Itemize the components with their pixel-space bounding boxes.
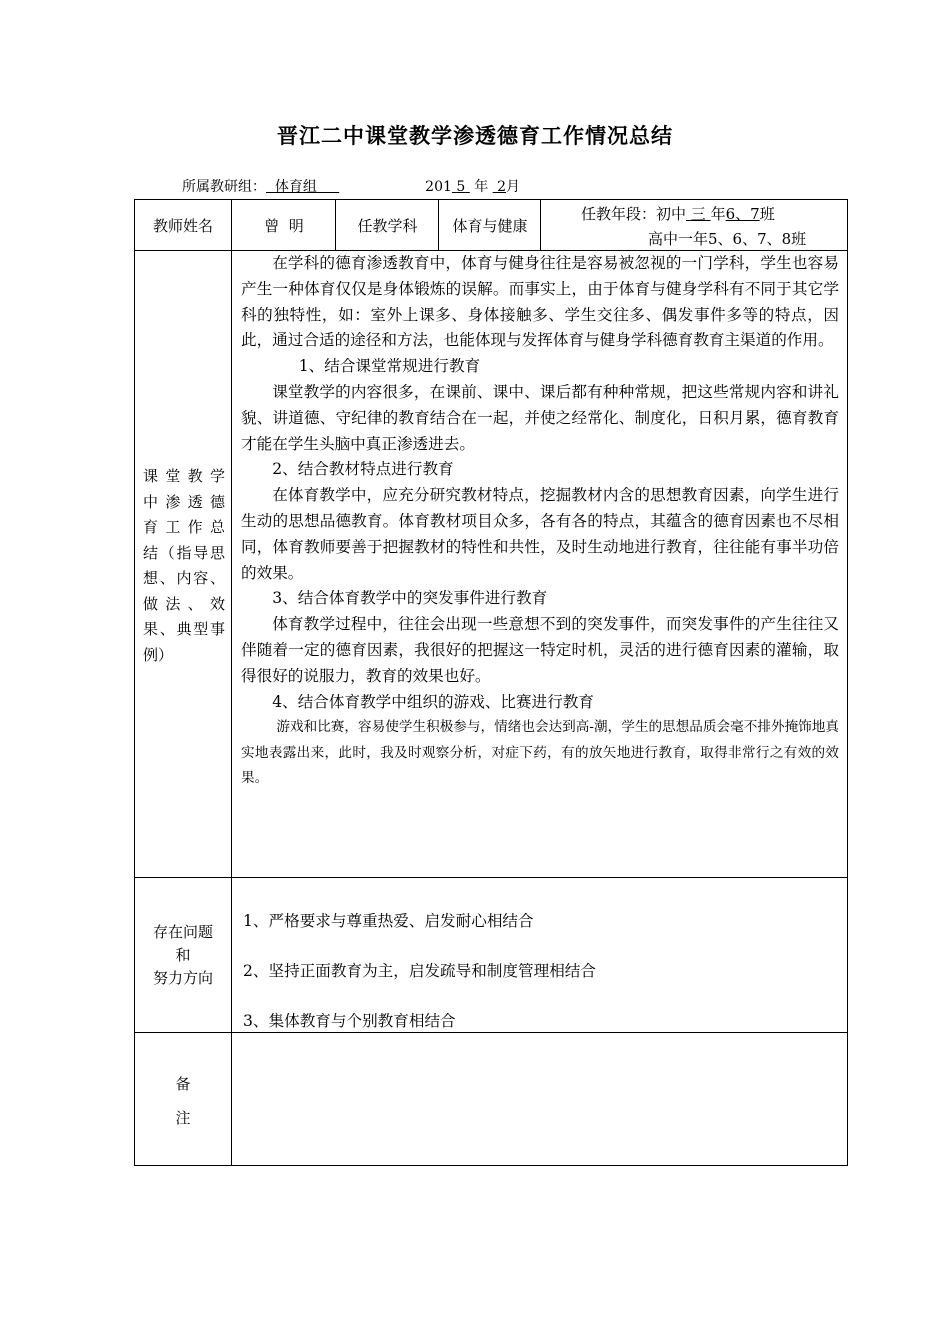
notes-label-line-1: 备 — [175, 1075, 191, 1093]
problem-item-1: 1、严格要求与尊重热爱、启发耐心相结合 — [243, 912, 534, 930]
summary-content — [241, 251, 839, 792]
meta-line — [182, 176, 520, 196]
group-label: 所属教研组： — [182, 179, 266, 195]
problem-item-2: 2、坚持正面教育为主，启发疏导和制度管理相结合 — [243, 962, 596, 980]
problems-label: 存在问题 和 努力方向 — [152, 923, 213, 987]
section-paragraph-2: 在体育教学中，应充分研究教材特点，挖掘教材内含的思想教育因素，向学生进行生动的思想品德教育。体育教材项目众多，各有各的特点，其蕴含的德育因素也不尽相同，体育教师要善于把握教材的特性和共性，及时生动地进行教育，往往能有事半功倍的效果。 — [241, 486, 839, 582]
summary-label: 课 堂 教 学 中 渗 透 德 育 工 作 总 结（指导思 想、内容、 做 法 、 效 果、典型事 例） — [143, 467, 225, 664]
section-heading-3: 3、结合体育教学中的突发事件进行教育 — [272, 589, 548, 608]
section-paragraph-4: 游戏和比赛，容易使学生积极参与，情绪也会达到高-潮，学生的思想品质会毫不排外掩饰地真实地表露出来，此时，我及时观察分析，对症下药，有的放矢地进行教育，取得非常行之有效的效果。 — [241, 719, 839, 787]
table-rule-2 — [134, 877, 848, 878]
subject-label: 任教学科 — [357, 216, 418, 235]
section-paragraph-1: 课堂教学的内容很多，在课前、课中、课后都有种种常规，把这些常规内容和讲礼貌、讲道德、守纪律的教育结合在一起，并使之经常化、制度化，日积月累，德育教育才能在学生头脑中真正渗透进去。 — [241, 382, 839, 453]
problem-item-3: 3、集体教育与个别教育相结合 — [243, 1012, 456, 1030]
year-prefix: 201 — [425, 179, 452, 195]
year-label: 年 — [474, 179, 489, 195]
month-label: 月 — [506, 179, 521, 195]
notes-content — [232, 1033, 847, 1165]
section-heading-2: 2、结合教材特点进行教育 — [272, 460, 454, 479]
table-border-left — [134, 199, 135, 1166]
table-border-right — [847, 199, 848, 1166]
year-digit: 5 — [456, 179, 466, 195]
section-paragraph-3: 体育教学过程中，往往会出现一些意想不到的突发事件，而突发事件的产生往往又伴随着一定的德育因素，我很好的把握这一特定时机，灵活的进行德育因素的灌输，取得很好的说服力，教育的效果也好。 — [241, 615, 839, 685]
subject-value: 体育与健康 — [452, 216, 528, 235]
section-heading-1: 1、结合课堂常规进行教育 — [298, 357, 481, 376]
table-border-bottom — [134, 1165, 848, 1166]
teacher-label: 教师姓名 — [152, 216, 213, 235]
intro-paragraph: 在学科的德育渗透教育中，体育与健身往往是容易被忽视的一门学科，学生也容易产生一种体育仅仅是身体锻炼的误解。而事实上，由于体育与健身学科有不同于其它学科的独特性，如：室外上课多、身体接触多、学生交往多、偶发事件多等的特点，因此，通过合适的途径和方法，也能体现与发挥体育与健身学科德育教育主渠道的作用。 — [241, 254, 839, 350]
grade-line-2: 高中一年5、6、7、8班 — [648, 230, 807, 248]
section-heading-4: 4、结合体育教学中组织的游戏、比赛进行教育 — [272, 692, 594, 711]
table-col-divider — [231, 199, 232, 1166]
month-value: 2 — [497, 179, 507, 195]
page-title: 晋江二中课堂教学渗透德育工作情况总结 — [277, 124, 673, 148]
notes-label-line-2: 注 — [175, 1109, 191, 1127]
teacher-name: 曾 明 — [264, 216, 304, 235]
grade-line-1: 任教年段：初中 三 年6、7班 — [581, 205, 775, 223]
group-value: 体育组 — [274, 179, 317, 195]
